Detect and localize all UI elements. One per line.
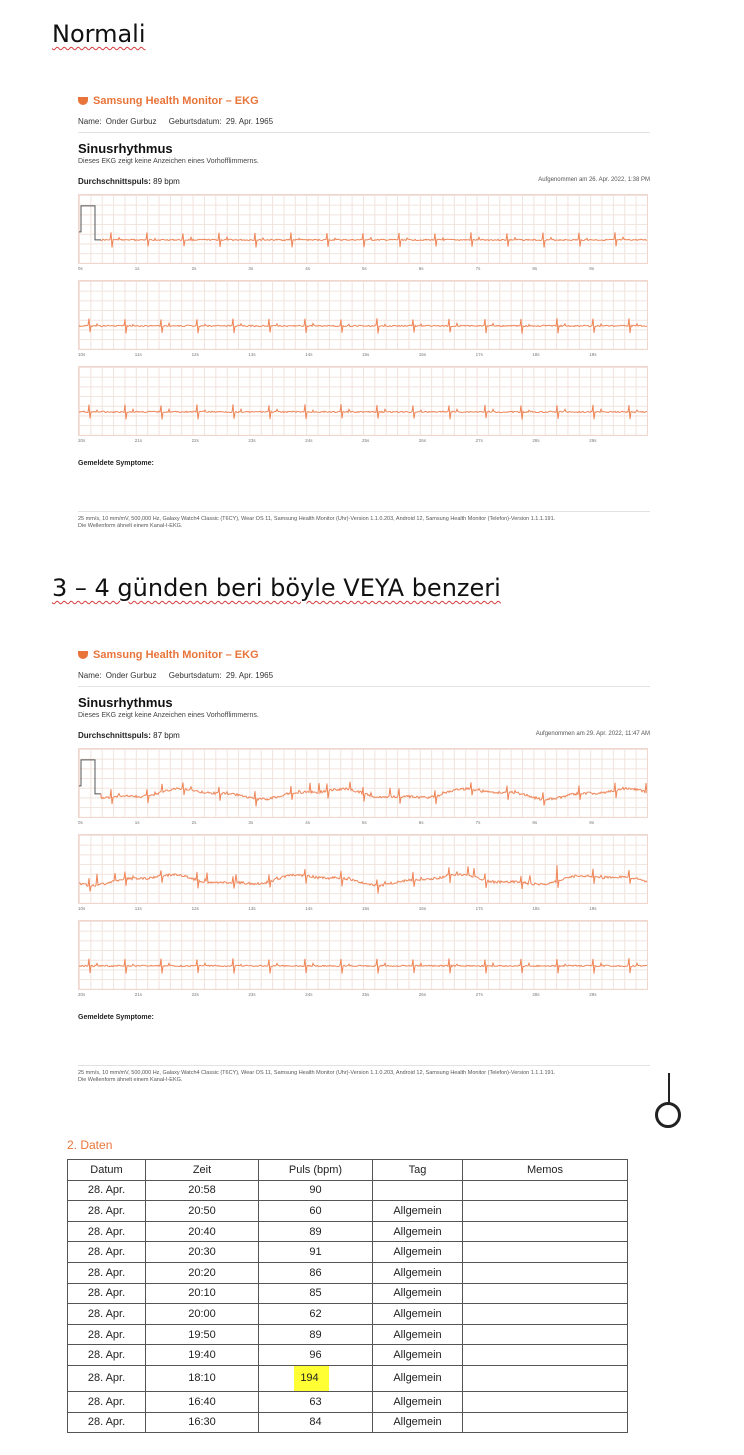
cell-tag: Allgemein bbox=[373, 1262, 463, 1283]
cell-zeit: 19:40 bbox=[146, 1345, 259, 1366]
cell-datum: 28. Apr. bbox=[68, 1242, 146, 1263]
cell-puls: 85 bbox=[259, 1283, 373, 1304]
cell-zeit: 16:40 bbox=[146, 1391, 259, 1412]
patient-info bbox=[78, 671, 650, 680]
cell-tag: Allgemein bbox=[373, 1324, 463, 1345]
divider bbox=[78, 686, 650, 687]
birth-value: 29. Apr. 1965 bbox=[225, 117, 274, 126]
header-puls: Puls (bpm) bbox=[259, 1160, 373, 1181]
cell-memos bbox=[463, 1283, 628, 1304]
ekg-report-current bbox=[78, 649, 650, 1084]
birth-label: Geburtsdatum: bbox=[168, 117, 222, 126]
time-tick-label: 25s bbox=[362, 992, 370, 997]
table-row bbox=[68, 1324, 628, 1345]
ecg-trace bbox=[79, 958, 647, 973]
time-tick-label: 4s bbox=[305, 820, 310, 825]
time-tick-label: 13s bbox=[248, 906, 256, 911]
time-tick-label: 19s bbox=[589, 906, 597, 911]
table-row bbox=[68, 1283, 628, 1304]
time-tick-label: 2s bbox=[191, 266, 197, 271]
patient-info bbox=[78, 117, 650, 126]
strip-time-labels bbox=[78, 990, 646, 998]
daten-title: 2. Daten bbox=[67, 1138, 113, 1152]
time-tick-label: 18s bbox=[532, 906, 540, 911]
ecg-strip bbox=[78, 748, 648, 818]
calibration-pulse bbox=[79, 206, 101, 240]
time-tick-label: 26s bbox=[418, 438, 427, 443]
strip-time-labels bbox=[78, 350, 646, 358]
time-tick-label: 16s bbox=[418, 352, 427, 357]
cell-datum: 28. Apr. bbox=[68, 1201, 146, 1222]
cell-datum: 28. Apr. bbox=[68, 1391, 146, 1412]
time-tick-label: 12s bbox=[191, 352, 199, 357]
recorded-date: Aufgenommen am 29. Apr. 2022, 11:47 AM bbox=[535, 731, 650, 737]
rhythm-title: Sinusrhythmus bbox=[78, 141, 173, 156]
cell-datum: 28. Apr. bbox=[68, 1345, 146, 1366]
time-tick-label: 27s bbox=[475, 992, 483, 997]
time-tick-label: 24s bbox=[305, 992, 313, 997]
ecg-strip bbox=[78, 920, 648, 990]
cell-datum: 28. Apr. bbox=[68, 1221, 146, 1242]
time-tick-label: 17s bbox=[475, 352, 483, 357]
time-tick-label: 8s bbox=[532, 266, 538, 271]
cell-memos bbox=[463, 1345, 628, 1366]
time-tick-label: 11s bbox=[134, 352, 142, 357]
time-tick-label: 16s bbox=[418, 906, 427, 911]
table-row bbox=[68, 1262, 628, 1283]
time-tick-label: 23s bbox=[248, 438, 256, 443]
cell-tag: Allgemein bbox=[373, 1412, 463, 1433]
table-row bbox=[68, 1391, 628, 1412]
table-row bbox=[68, 1221, 628, 1242]
ecg-waveform bbox=[79, 281, 647, 349]
header-memos: Memos bbox=[463, 1160, 628, 1181]
table-body bbox=[68, 1180, 628, 1433]
time-tick-label: 22s bbox=[191, 438, 199, 443]
time-tick-label: 6s bbox=[418, 820, 424, 825]
report-app-title: Samsung Health Monitor – EKG bbox=[93, 95, 259, 107]
ecg-strip bbox=[78, 366, 648, 436]
time-tick-label: 21s bbox=[134, 438, 143, 443]
cell-puls: 89 bbox=[259, 1221, 373, 1242]
cell-tag: Allgemein bbox=[373, 1242, 463, 1263]
time-tick-label: 10s bbox=[78, 906, 86, 911]
strip-time-labels bbox=[78, 436, 646, 444]
report-app-title: Samsung Health Monitor – EKG bbox=[93, 649, 259, 661]
divider bbox=[78, 132, 650, 133]
cell-tag: Allgemein bbox=[373, 1221, 463, 1242]
time-tick-label: 20s bbox=[78, 992, 86, 997]
table-header-row bbox=[68, 1160, 628, 1181]
ecg-strips bbox=[78, 194, 650, 444]
time-tick-label: 14s bbox=[305, 906, 313, 911]
rhythm-description: Dieses EKG zeigt keine Anzeichen eines Vorhofflimmerns. bbox=[78, 158, 259, 165]
time-tick-label: 24s bbox=[305, 438, 313, 443]
cell-tag: Allgemein bbox=[373, 1283, 463, 1304]
cell-memos bbox=[463, 1304, 628, 1325]
cell-memos bbox=[463, 1365, 628, 1391]
cell-zeit: 16:30 bbox=[146, 1412, 259, 1433]
heading-normal: Normali bbox=[52, 20, 146, 48]
rhythm-description: Dieses EKG zeigt keine Anzeichen eines Vorhofflimmerns. bbox=[78, 712, 259, 719]
footer-line-2: Die Wellenform ähnelt einem Kanal-I-EKG. bbox=[78, 1077, 183, 1083]
ekg-report-normal bbox=[78, 95, 650, 530]
birth-value: 29. Apr. 1965 bbox=[225, 671, 274, 680]
cell-puls: 60 bbox=[259, 1201, 373, 1222]
time-tick-label: 29s bbox=[589, 992, 597, 997]
cell-memos bbox=[463, 1221, 628, 1242]
cell-memos bbox=[463, 1324, 628, 1345]
cell-zeit: 19:50 bbox=[146, 1324, 259, 1345]
birth-label: Geburtsdatum: bbox=[168, 671, 222, 680]
time-tick-label: 17s bbox=[475, 906, 483, 911]
time-tick-label: 12s bbox=[191, 906, 199, 911]
time-tick-label: 23s bbox=[248, 992, 256, 997]
cell-memos bbox=[463, 1201, 628, 1222]
cell-puls: 63 bbox=[259, 1391, 373, 1412]
time-tick-label: 28s bbox=[532, 992, 540, 997]
time-tick-label: 15s bbox=[362, 352, 370, 357]
cell-puls: 89 bbox=[259, 1324, 373, 1345]
time-tick-label: 9s bbox=[589, 266, 594, 271]
report-footer bbox=[78, 516, 650, 530]
name-value: Onder Gurbuz bbox=[105, 671, 157, 680]
footer-line-2: Die Wellenform ähnelt einem Kanal-I-EKG. bbox=[78, 523, 183, 529]
strip-time-labels bbox=[78, 818, 646, 826]
time-tick-label: 29s bbox=[589, 438, 597, 443]
footer-divider bbox=[78, 511, 650, 512]
time-tick-label: 0s bbox=[78, 820, 83, 825]
calibration-pulse bbox=[79, 760, 101, 794]
time-tick-label: 10s bbox=[78, 352, 86, 357]
time-tick-label: 3s bbox=[248, 820, 254, 825]
avg-value: 87 bpm bbox=[153, 731, 180, 740]
header-zeit: Zeit bbox=[146, 1160, 259, 1181]
cell-datum: 28. Apr. bbox=[68, 1180, 146, 1201]
ecg-strip bbox=[78, 280, 648, 350]
ecg-strip bbox=[78, 834, 648, 904]
ecg-waveform bbox=[79, 367, 647, 435]
cell-zeit: 20:10 bbox=[146, 1283, 259, 1304]
time-tick-label: 27s bbox=[475, 438, 483, 443]
cell-zeit: 20:00 bbox=[146, 1304, 259, 1325]
cell-puls: 86 bbox=[259, 1262, 373, 1283]
heart-icon bbox=[78, 651, 88, 659]
name-label: Name: bbox=[78, 117, 102, 126]
time-tick-label: 3s bbox=[248, 266, 254, 271]
avg-value: 89 bpm bbox=[153, 177, 180, 186]
cell-memos bbox=[463, 1391, 628, 1412]
cell-puls: 96 bbox=[259, 1345, 373, 1366]
cell-zeit: 20:20 bbox=[146, 1262, 259, 1283]
time-tick-label: 26s bbox=[418, 992, 427, 997]
time-tick-label: 7s bbox=[475, 266, 481, 271]
cell-datum: 28. Apr. bbox=[68, 1324, 146, 1345]
symptoms-label: Gemeldete Symptome: bbox=[78, 1014, 154, 1021]
cell-puls: 90 bbox=[259, 1180, 373, 1201]
time-tick-label: 2s bbox=[191, 820, 197, 825]
cell-tag: Allgemein bbox=[373, 1304, 463, 1325]
cursor-line bbox=[668, 1073, 670, 1103]
ecg-trace bbox=[79, 404, 647, 419]
cell-zeit: 18:10 bbox=[146, 1365, 259, 1391]
cell-memos bbox=[463, 1262, 628, 1283]
cell-memos bbox=[463, 1180, 628, 1201]
time-tick-label: 15s bbox=[362, 906, 370, 911]
header-tag: Tag bbox=[373, 1160, 463, 1181]
recorded-date: Aufgenommen am 26. Apr. 2022, 1:38 PM bbox=[538, 177, 650, 183]
time-tick-label: 14s bbox=[305, 352, 313, 357]
report-footer bbox=[78, 1070, 650, 1084]
time-tick-label: 8s bbox=[532, 820, 538, 825]
cell-puls: 84 bbox=[259, 1412, 373, 1433]
time-tick-label: 21s bbox=[134, 992, 143, 997]
rhythm-title: Sinusrhythmus bbox=[78, 695, 173, 710]
cell-zeit: 20:40 bbox=[146, 1221, 259, 1242]
time-tick-label: 25s bbox=[362, 438, 370, 443]
highlighted-pulse: 194 bbox=[294, 1366, 328, 1391]
time-tick-label: 4s bbox=[305, 266, 310, 271]
ecg-trace bbox=[79, 318, 647, 333]
table-row bbox=[68, 1365, 628, 1391]
footer-line-1: 25 mm/s, 10 mm/mV, 500,000 Hz, Galaxy Watch4 Classic (T6CY), Wear OS 11, Samsung Health Monitor (Uhr)-Version 1.1.0.203, Android 12, Samsung Health Monitor (Telefon)-Version 1.1.1.191. bbox=[78, 1070, 556, 1076]
ecg-waveform bbox=[79, 195, 647, 263]
time-tick-label: 5s bbox=[362, 820, 367, 825]
time-tick-label: 9s bbox=[589, 820, 594, 825]
ecg-waveform bbox=[79, 921, 647, 989]
avg-label: Durchschnittspuls: bbox=[78, 177, 151, 186]
cell-datum: 28. Apr. bbox=[68, 1283, 146, 1304]
time-tick-label: 6s bbox=[418, 266, 424, 271]
cell-puls bbox=[259, 1365, 373, 1391]
table-row bbox=[68, 1242, 628, 1263]
average-row bbox=[78, 731, 650, 740]
table-row bbox=[68, 1412, 628, 1433]
name-label: Name: bbox=[78, 671, 102, 680]
heart-icon bbox=[78, 97, 88, 105]
cell-memos bbox=[463, 1412, 628, 1433]
footer-divider bbox=[78, 1065, 650, 1066]
ecg-strip bbox=[78, 194, 648, 264]
symptoms-label: Gemeldete Symptome: bbox=[78, 460, 154, 467]
time-tick-label: 5s bbox=[362, 266, 367, 271]
strip-time-labels bbox=[78, 904, 646, 912]
ecg-strips bbox=[78, 748, 650, 998]
cell-zeit: 20:58 bbox=[146, 1180, 259, 1201]
time-tick-label: 7s bbox=[475, 820, 481, 825]
table-row bbox=[68, 1180, 628, 1201]
average-row bbox=[78, 177, 650, 186]
ecg-waveform bbox=[79, 749, 647, 817]
ecg-trace bbox=[79, 865, 647, 893]
cell-datum: 28. Apr. bbox=[68, 1412, 146, 1433]
cell-puls: 62 bbox=[259, 1304, 373, 1325]
cell-tag bbox=[373, 1180, 463, 1201]
time-tick-label: 28s bbox=[532, 438, 540, 443]
time-tick-label: 1s bbox=[134, 266, 140, 271]
time-tick-label: 22s bbox=[191, 992, 199, 997]
cell-tag: Allgemein bbox=[373, 1391, 463, 1412]
cell-memos bbox=[463, 1242, 628, 1263]
cell-zeit: 20:50 bbox=[146, 1201, 259, 1222]
cursor-ring-icon bbox=[655, 1102, 681, 1128]
cell-puls: 91 bbox=[259, 1242, 373, 1263]
cell-tag: Allgemein bbox=[373, 1365, 463, 1391]
report-brand bbox=[78, 649, 650, 661]
heading-current: 3 – 4 günden beri böyle VEYA benzeri bbox=[52, 574, 501, 602]
cell-datum: 28. Apr. bbox=[68, 1304, 146, 1325]
header-datum: Datum bbox=[68, 1160, 146, 1181]
avg-label: Durchschnittspuls: bbox=[78, 731, 151, 740]
ecg-trace bbox=[101, 232, 647, 247]
cell-zeit: 20:30 bbox=[146, 1242, 259, 1263]
cell-datum: 28. Apr. bbox=[68, 1262, 146, 1283]
table-row bbox=[68, 1304, 628, 1325]
time-tick-label: 0s bbox=[78, 266, 83, 271]
time-tick-label: 1s bbox=[134, 820, 140, 825]
time-tick-label: 13s bbox=[248, 352, 256, 357]
pulse-data-table bbox=[67, 1159, 628, 1433]
cell-tag: Allgemein bbox=[373, 1345, 463, 1366]
time-tick-label: 18s bbox=[532, 352, 540, 357]
time-tick-label: 20s bbox=[78, 438, 86, 443]
table-row bbox=[68, 1201, 628, 1222]
name-value: Onder Gurbuz bbox=[105, 117, 157, 126]
strip-time-labels bbox=[78, 264, 646, 272]
cell-datum: 28. Apr. bbox=[68, 1365, 146, 1391]
time-tick-label: 11s bbox=[134, 906, 142, 911]
cell-tag: Allgemein bbox=[373, 1201, 463, 1222]
ecg-waveform bbox=[79, 835, 647, 903]
time-tick-label: 19s bbox=[589, 352, 597, 357]
table-row bbox=[68, 1345, 628, 1366]
footer-line-1: 25 mm/s, 10 mm/mV, 500,000 Hz, Galaxy Watch4 Classic (T6CY), Wear OS 11, Samsung Health Monitor (Uhr)-Version 1.1.0.203, Android 12, Samsung Health Monitor (Telefon)-Version 1.1.1.191. bbox=[78, 516, 556, 522]
ecg-trace bbox=[101, 782, 647, 807]
report-brand bbox=[78, 95, 650, 107]
